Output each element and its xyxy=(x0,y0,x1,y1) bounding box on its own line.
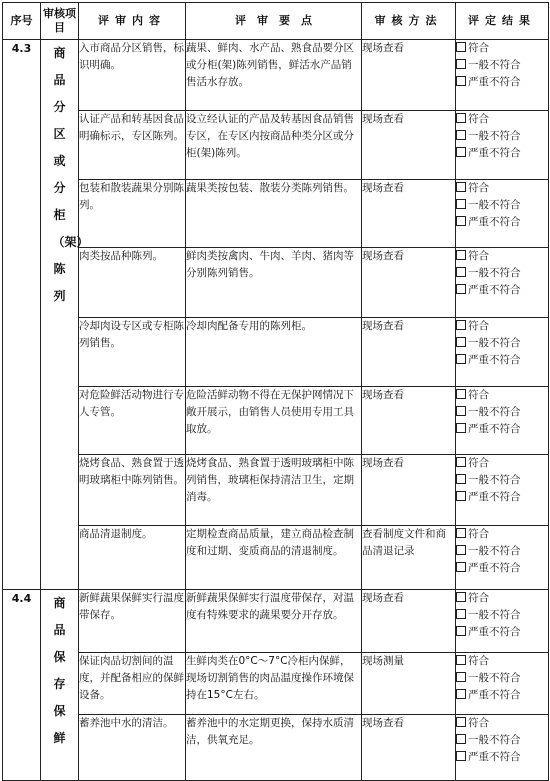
content-cell xyxy=(79,455,186,526)
result-option-minor-nonconform[interactable] xyxy=(456,472,548,489)
result-option-label: 符合 xyxy=(468,113,489,125)
review-requirement: 生鲜肉类在0°C～7°C冷柜内保鲜，现场切割销售的肉品温度操作环境保持在15°C左右。 xyxy=(186,655,354,701)
method-cell xyxy=(362,180,456,248)
result-option-minor-nonconform[interactable] xyxy=(456,128,548,145)
result-cell xyxy=(456,40,549,111)
checkbox[interactable] xyxy=(456,337,466,347)
checkbox[interactable] xyxy=(456,717,466,727)
result-cell xyxy=(456,455,549,526)
result-option-label: 一般不符合 xyxy=(468,474,521,486)
method-cell xyxy=(362,111,456,180)
content-cell xyxy=(79,248,186,318)
result-option-label: 严重不符合 xyxy=(468,751,521,763)
result-option-label: 严重不符合 xyxy=(468,354,521,366)
review-content: 肉类按品种陈列。 xyxy=(79,250,163,262)
result-option-label: 严重不符合 xyxy=(468,216,521,228)
header-row xyxy=(3,3,549,40)
checkbox[interactable] xyxy=(456,406,466,416)
content-cell xyxy=(79,387,186,455)
result-option-label: 符合 xyxy=(468,389,489,401)
requirement-cell xyxy=(186,653,362,715)
method-cell xyxy=(362,248,456,318)
review-requirement: 烧烤食品、熟食置于透明玻璃柜中陈列销售，玻璃柜保持清洁卫生，定期消毒。 xyxy=(186,457,354,503)
result-option-conform[interactable] xyxy=(456,248,548,265)
method-cell xyxy=(362,653,456,715)
result-cell xyxy=(456,590,549,653)
result-option-minor-nonconform[interactable] xyxy=(456,335,548,352)
result-cell xyxy=(456,387,549,455)
header-seq: 序号 xyxy=(3,3,41,40)
result-option-minor-nonconform[interactable] xyxy=(456,57,548,74)
checkbox[interactable] xyxy=(456,423,466,433)
review-content: 新鲜蔬果保鲜实行温度带保存。 xyxy=(79,592,184,621)
review-content: 冷却肉设专区或专柜陈列销售。 xyxy=(79,320,184,349)
checkbox[interactable] xyxy=(456,42,466,52)
method-cell xyxy=(362,715,456,781)
table-row xyxy=(3,715,549,781)
review-requirement: 定期检查商品质量，建立商品检查制度和过期、变质商品的清退制度。 xyxy=(186,528,354,557)
table-row xyxy=(3,111,549,180)
result-option-label: 一般不符合 xyxy=(468,734,521,746)
review-content: 包装和散装蔬果分别陈列。 xyxy=(79,182,184,211)
result-option-major-nonconform[interactable] xyxy=(456,74,548,91)
requirement-cell xyxy=(186,526,362,590)
result-option-minor-nonconform[interactable] xyxy=(456,670,548,687)
method-cell xyxy=(362,590,456,653)
requirement-cell xyxy=(186,387,362,455)
header-requirements: 评 审 要 点 xyxy=(186,3,362,40)
result-option-label: 严重不符合 xyxy=(468,562,521,574)
result-option-label: 一般不符合 xyxy=(468,130,521,142)
table-row xyxy=(3,318,549,387)
audit-method: 现场查看 xyxy=(362,717,404,729)
result-option-major-nonconform[interactable] xyxy=(456,560,548,577)
audit-method: 现场查看 xyxy=(362,250,404,262)
content-cell xyxy=(79,318,186,387)
method-cell xyxy=(362,455,456,526)
checkbox[interactable] xyxy=(456,609,466,619)
table-row xyxy=(3,590,549,653)
result-option-conform[interactable] xyxy=(456,387,548,404)
result-option-major-nonconform[interactable] xyxy=(456,489,548,506)
review-content: 烧烤食品、熟食置于透明玻璃柜中陈列销售。 xyxy=(79,457,184,486)
table-row xyxy=(3,653,549,715)
checkbox[interactable] xyxy=(456,199,466,209)
result-option-label: 一般不符合 xyxy=(468,545,521,557)
audit-method: 查看制度文件和商品清退记录 xyxy=(362,528,446,557)
content-cell xyxy=(79,111,186,180)
content-cell xyxy=(79,180,186,248)
audit-table xyxy=(2,2,549,781)
content-cell xyxy=(79,526,186,590)
result-option-label: 符合 xyxy=(468,320,489,332)
checkbox[interactable] xyxy=(456,182,466,192)
content-cell xyxy=(79,653,186,715)
audit-method: 现场查看 xyxy=(362,320,404,332)
result-option-label: 严重不符合 xyxy=(468,147,521,159)
result-option-label: 符合 xyxy=(468,655,489,667)
content-cell xyxy=(79,590,186,653)
result-option-label: 严重不符合 xyxy=(468,423,521,435)
review-content: 保证肉品切割间的温度，并配备相应的保鲜设备。 xyxy=(79,655,184,701)
result-option-label: 符合 xyxy=(468,717,489,729)
result-cell xyxy=(456,318,549,387)
result-option-label: 符合 xyxy=(468,42,489,54)
checkbox[interactable] xyxy=(456,76,466,86)
checkbox[interactable] xyxy=(456,216,466,226)
section-number: 4.3 xyxy=(3,40,41,590)
audit-method: 现场查看 xyxy=(362,113,404,125)
requirement-cell xyxy=(186,455,362,526)
review-content: 商品清退制度。 xyxy=(79,528,153,540)
content-cell xyxy=(79,40,186,111)
result-option-conform[interactable] xyxy=(456,526,548,543)
checkbox[interactable] xyxy=(456,130,466,140)
method-cell xyxy=(362,526,456,590)
review-content: 蓄养池中水的清洁。 xyxy=(79,717,174,729)
review-requirement: 鲜肉类按禽肉、牛肉、羊肉、猪肉等分别陈列销售。 xyxy=(186,250,354,279)
checkbox[interactable] xyxy=(456,655,466,665)
result-cell xyxy=(456,653,549,715)
checkbox[interactable] xyxy=(456,320,466,330)
result-option-conform[interactable] xyxy=(456,180,548,197)
result-option-conform[interactable] xyxy=(456,653,548,670)
audit-item-cell xyxy=(41,590,79,781)
method-cell xyxy=(362,40,456,111)
result-option-label: 一般不符合 xyxy=(468,672,521,684)
review-requirement: 危险活鲜动物不得在无保护网情况下敞开展示，由销售人员使用专用工具取放。 xyxy=(186,389,354,435)
result-option-minor-nonconform[interactable] xyxy=(456,543,548,560)
review-requirement: 冷却肉配备专用的陈列柜。 xyxy=(186,320,312,332)
audit-method: 现场查看 xyxy=(362,182,404,194)
checkbox[interactable] xyxy=(456,147,466,157)
audit-item-label: 商品分区或分柜（架）陈列 xyxy=(52,46,89,303)
result-option-label: 严重不符合 xyxy=(468,76,521,88)
checkbox[interactable] xyxy=(456,592,466,602)
checkbox[interactable] xyxy=(456,250,466,260)
checkbox[interactable] xyxy=(456,528,466,538)
checkbox[interactable] xyxy=(456,491,466,501)
result-option-label: 严重不符合 xyxy=(468,689,521,701)
checkbox[interactable] xyxy=(456,284,466,294)
audit-method: 现场查看 xyxy=(362,457,404,469)
requirement-cell xyxy=(186,590,362,653)
result-option-minor-nonconform[interactable] xyxy=(456,732,548,749)
checkbox[interactable] xyxy=(456,672,466,682)
checkbox[interactable] xyxy=(456,545,466,555)
checkbox[interactable] xyxy=(456,751,466,761)
result-option-major-nonconform[interactable] xyxy=(456,145,548,162)
table-row xyxy=(3,455,549,526)
requirement-cell xyxy=(186,111,362,180)
result-cell xyxy=(456,526,549,590)
checkbox[interactable] xyxy=(456,267,466,277)
result-option-conform[interactable] xyxy=(456,40,548,57)
method-cell xyxy=(362,318,456,387)
result-option-label: 符合 xyxy=(468,592,489,604)
table-row xyxy=(3,526,549,590)
result-cell xyxy=(456,180,549,248)
result-option-major-nonconform[interactable] xyxy=(456,749,548,766)
review-requirement: 新鲜蔬果保鲜实行温度带保存，对温度有特殊要求的蔬果要分开存放。 xyxy=(186,592,354,621)
result-option-minor-nonconform[interactable] xyxy=(456,197,548,214)
checkbox[interactable] xyxy=(456,562,466,572)
result-option-major-nonconform[interactable] xyxy=(456,214,548,231)
result-option-label: 符合 xyxy=(468,457,489,469)
result-option-minor-nonconform[interactable] xyxy=(456,607,548,624)
audit-method: 现场测量 xyxy=(362,655,404,667)
result-option-major-nonconform[interactable] xyxy=(456,282,548,299)
review-content: 对危险鲜活动物进行专人专管。 xyxy=(79,389,184,418)
result-option-label: 一般不符合 xyxy=(468,609,521,621)
audit-method: 现场查看 xyxy=(362,389,404,401)
result-option-label: 一般不符合 xyxy=(468,337,521,349)
result-option-conform[interactable] xyxy=(456,715,548,732)
requirement-cell xyxy=(186,180,362,248)
result-option-conform[interactable] xyxy=(456,590,548,607)
result-option-minor-nonconform[interactable] xyxy=(456,404,548,421)
checkbox[interactable] xyxy=(456,626,466,636)
result-option-major-nonconform[interactable] xyxy=(456,687,548,704)
audit-item-label: 商品保存保鲜 xyxy=(53,596,66,745)
review-requirement: 蔬果类按包装、散装分类陈列销售。 xyxy=(186,182,354,194)
checkbox[interactable] xyxy=(456,457,466,467)
section-number: 4.4 xyxy=(3,590,41,781)
review-requirement: 蓄养池中的水定期更换，保持水质清洁，供氧充足。 xyxy=(186,717,354,746)
result-cell xyxy=(456,111,549,180)
requirement-cell xyxy=(186,715,362,781)
result-cell xyxy=(456,248,549,318)
requirement-cell xyxy=(186,318,362,387)
result-option-minor-nonconform[interactable] xyxy=(456,265,548,282)
checkbox[interactable] xyxy=(456,689,466,699)
result-option-label: 符合 xyxy=(468,250,489,262)
requirement-cell xyxy=(186,248,362,318)
review-content: 认证产品和转基因食品明确标示，专区陈列。 xyxy=(79,113,184,142)
checkbox[interactable] xyxy=(456,59,466,69)
table-row xyxy=(3,387,549,455)
result-option-label: 符合 xyxy=(468,528,489,540)
audit-item-cell xyxy=(41,40,89,590)
header-result: 评定结果 xyxy=(456,3,549,40)
review-content: 入市商品分区销售，标识明确。 xyxy=(79,42,184,71)
result-option-label: 一般不符合 xyxy=(468,59,521,71)
result-option-major-nonconform[interactable] xyxy=(456,624,548,641)
result-option-label: 一般不符合 xyxy=(468,199,521,211)
table-body xyxy=(3,40,549,781)
checkbox[interactable] xyxy=(456,354,466,364)
result-option-label: 符合 xyxy=(468,182,489,194)
header-item: 审核项目 xyxy=(41,3,79,40)
result-option-conform[interactable] xyxy=(456,111,548,128)
result-cell xyxy=(456,715,549,781)
result-option-label: 严重不符合 xyxy=(468,284,521,296)
result-option-major-nonconform[interactable] xyxy=(456,352,548,369)
result-option-label: 严重不符合 xyxy=(468,626,521,638)
checkbox[interactable] xyxy=(456,389,466,399)
header-method: 审核方法 xyxy=(362,3,456,40)
requirement-cell xyxy=(186,40,362,111)
method-cell xyxy=(362,387,456,455)
result-option-label: 一般不符合 xyxy=(468,267,521,279)
result-option-conform[interactable] xyxy=(456,455,548,472)
content-cell xyxy=(79,715,186,781)
result-option-major-nonconform[interactable] xyxy=(456,421,548,438)
header-content: 评审内容 xyxy=(79,3,186,40)
result-option-label: 严重不符合 xyxy=(468,491,521,503)
table-row xyxy=(3,40,549,111)
table-row xyxy=(3,248,549,318)
audit-method: 现场查看 xyxy=(362,592,404,604)
audit-method: 现场查看 xyxy=(362,42,404,54)
review-requirement: 蔬果、鲜肉、水产品、熟食品要分区或分柜(架)陈列销售，鲜活水产品销售活水存放。 xyxy=(186,42,354,88)
checkbox[interactable] xyxy=(456,474,466,484)
result-option-conform[interactable] xyxy=(456,318,548,335)
checkbox[interactable] xyxy=(456,734,466,744)
checkbox[interactable] xyxy=(456,113,466,123)
result-option-label: 一般不符合 xyxy=(468,406,521,418)
review-requirement: 设立经认证的产品及转基因食品销售专区，在专区内按商品种类分区或分柜(架)陈列。 xyxy=(186,113,354,159)
